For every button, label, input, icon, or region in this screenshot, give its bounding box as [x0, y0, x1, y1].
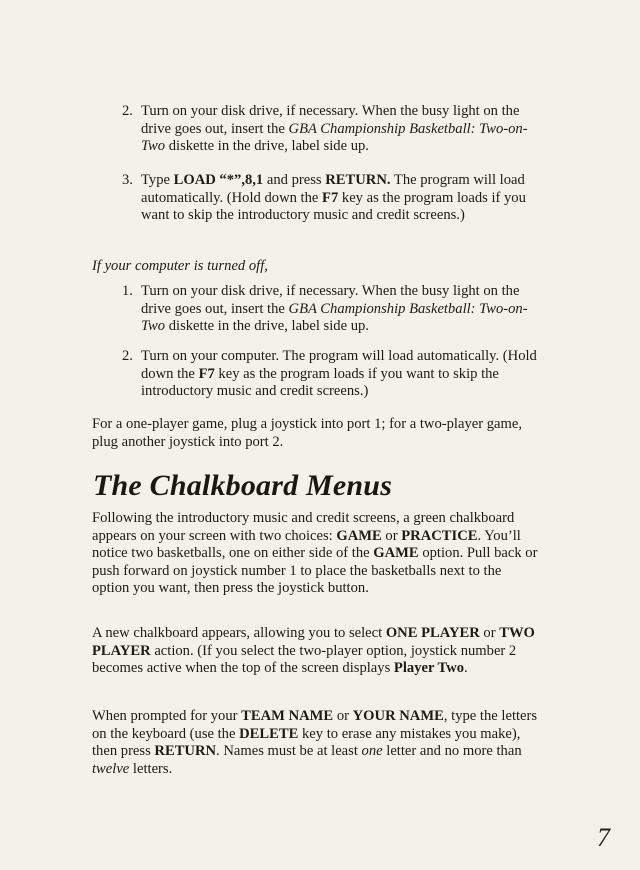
bold-text: LOAD “*”,8,1 [173, 172, 264, 188]
italic-text: twelve [92, 760, 130, 777]
text-run: Type [141, 172, 174, 188]
list1-item-3 [122, 172, 542, 225]
text-run: Turn on your disk drive, if necessary. When the busy light on the drive goes out, insert the [141, 103, 520, 137]
section-heading: The Chalkboard Menus [93, 469, 393, 502]
text-run: Turn on your disk drive, if necessary. When the busy light on the drive goes out, insert the [141, 283, 520, 317]
text-run: . Names must be at least [216, 743, 362, 759]
text-run: and press [263, 172, 326, 188]
italic-text: GBA Championship Basketball: Two-on-Two [141, 300, 528, 334]
list-item-text [141, 283, 542, 336]
text-run: When prompted for your [92, 708, 242, 724]
italic-text: GBA Championship Basketball: Two-on-Two [141, 120, 528, 154]
list-number: 2. [122, 103, 133, 119]
text-run: or [333, 708, 353, 724]
text-run: key as the program loads if you want to skip the introductory music and credit screens.) [141, 365, 499, 399]
list-item-text [141, 172, 542, 225]
subheading-text: If your computer is turned off, [92, 258, 268, 274]
text-run: letters. [129, 760, 173, 777]
list-item-text [141, 348, 542, 401]
bold-text: Player Two [393, 660, 465, 676]
list-number: 1. [122, 283, 133, 299]
text-run: diskette in the drive, label side up. [165, 138, 369, 154]
bold-text: F7 [198, 365, 215, 382]
bold-text: GAME [373, 545, 419, 561]
text-run: The program will load automatically. (Hold down the [141, 172, 525, 206]
bold-text: PRACTICE [401, 527, 478, 544]
chalkboard-paragraph-2 [92, 625, 542, 678]
bold-text: DELETE [239, 725, 299, 742]
list1-item-2 [122, 103, 542, 156]
bold-text: RETURN. [325, 172, 391, 188]
text-run: diskette in the drive, label side up. [165, 318, 369, 334]
text-run: or [479, 625, 500, 641]
list-number: 2. [122, 348, 133, 364]
bold-text: TWO PLAYER [92, 625, 535, 659]
text-run: option. Pull back or push forward on joystick number 1 to place the basketballs next to the option you want, then press the joystick button. [92, 545, 538, 596]
text-run: A new chalkboard appears, allowing you to select [92, 625, 386, 641]
text-run: key as the program loads if you want to skip the introductory music and credit screens.) [141, 189, 526, 223]
joystick-paragraph [92, 416, 542, 451]
text-run: key to erase any mistakes you make), then press [92, 725, 521, 759]
list-number: 3. [122, 172, 133, 188]
list2-item-2 [122, 348, 542, 401]
text-run: . [464, 660, 468, 676]
text-run: . You’ll notice two basketballs, one on either side of the [92, 527, 521, 561]
list2-item-1 [122, 283, 542, 336]
text-run: Following the introductory music and credit screens, a green chalkboard appears on your screen with two choices: [92, 510, 515, 544]
text-run: or [381, 527, 402, 544]
bold-text: F7 [322, 189, 339, 206]
chalkboard-paragraph-1 [92, 510, 542, 598]
text-run: action. (If you select the two-player option, joystick number 2 becomes active when the top of the screen displays [92, 642, 517, 676]
text-run: Turn on your computer. The program will load automatically. (Hold down the [141, 348, 537, 382]
chalkboard-paragraph-3 [92, 708, 542, 778]
page-number: 7 [597, 823, 610, 852]
bold-text: GAME [336, 527, 382, 544]
text-run: , type the letters on the keyboard (use the [92, 708, 538, 742]
bold-text: YOUR NAME [352, 708, 444, 724]
text-run: letter and no more than [382, 743, 522, 759]
bold-text: ONE PLAYER [385, 625, 480, 641]
bold-text: RETURN [154, 743, 217, 759]
subheading [92, 258, 542, 276]
list-item-text [141, 103, 542, 156]
italic-text: one [361, 743, 383, 759]
bold-text: TEAM NAME [241, 708, 334, 724]
text-run: For a one-player game, plug a joystick into port 1; for a two-player game, plug another joystick into port 2. [92, 416, 522, 450]
